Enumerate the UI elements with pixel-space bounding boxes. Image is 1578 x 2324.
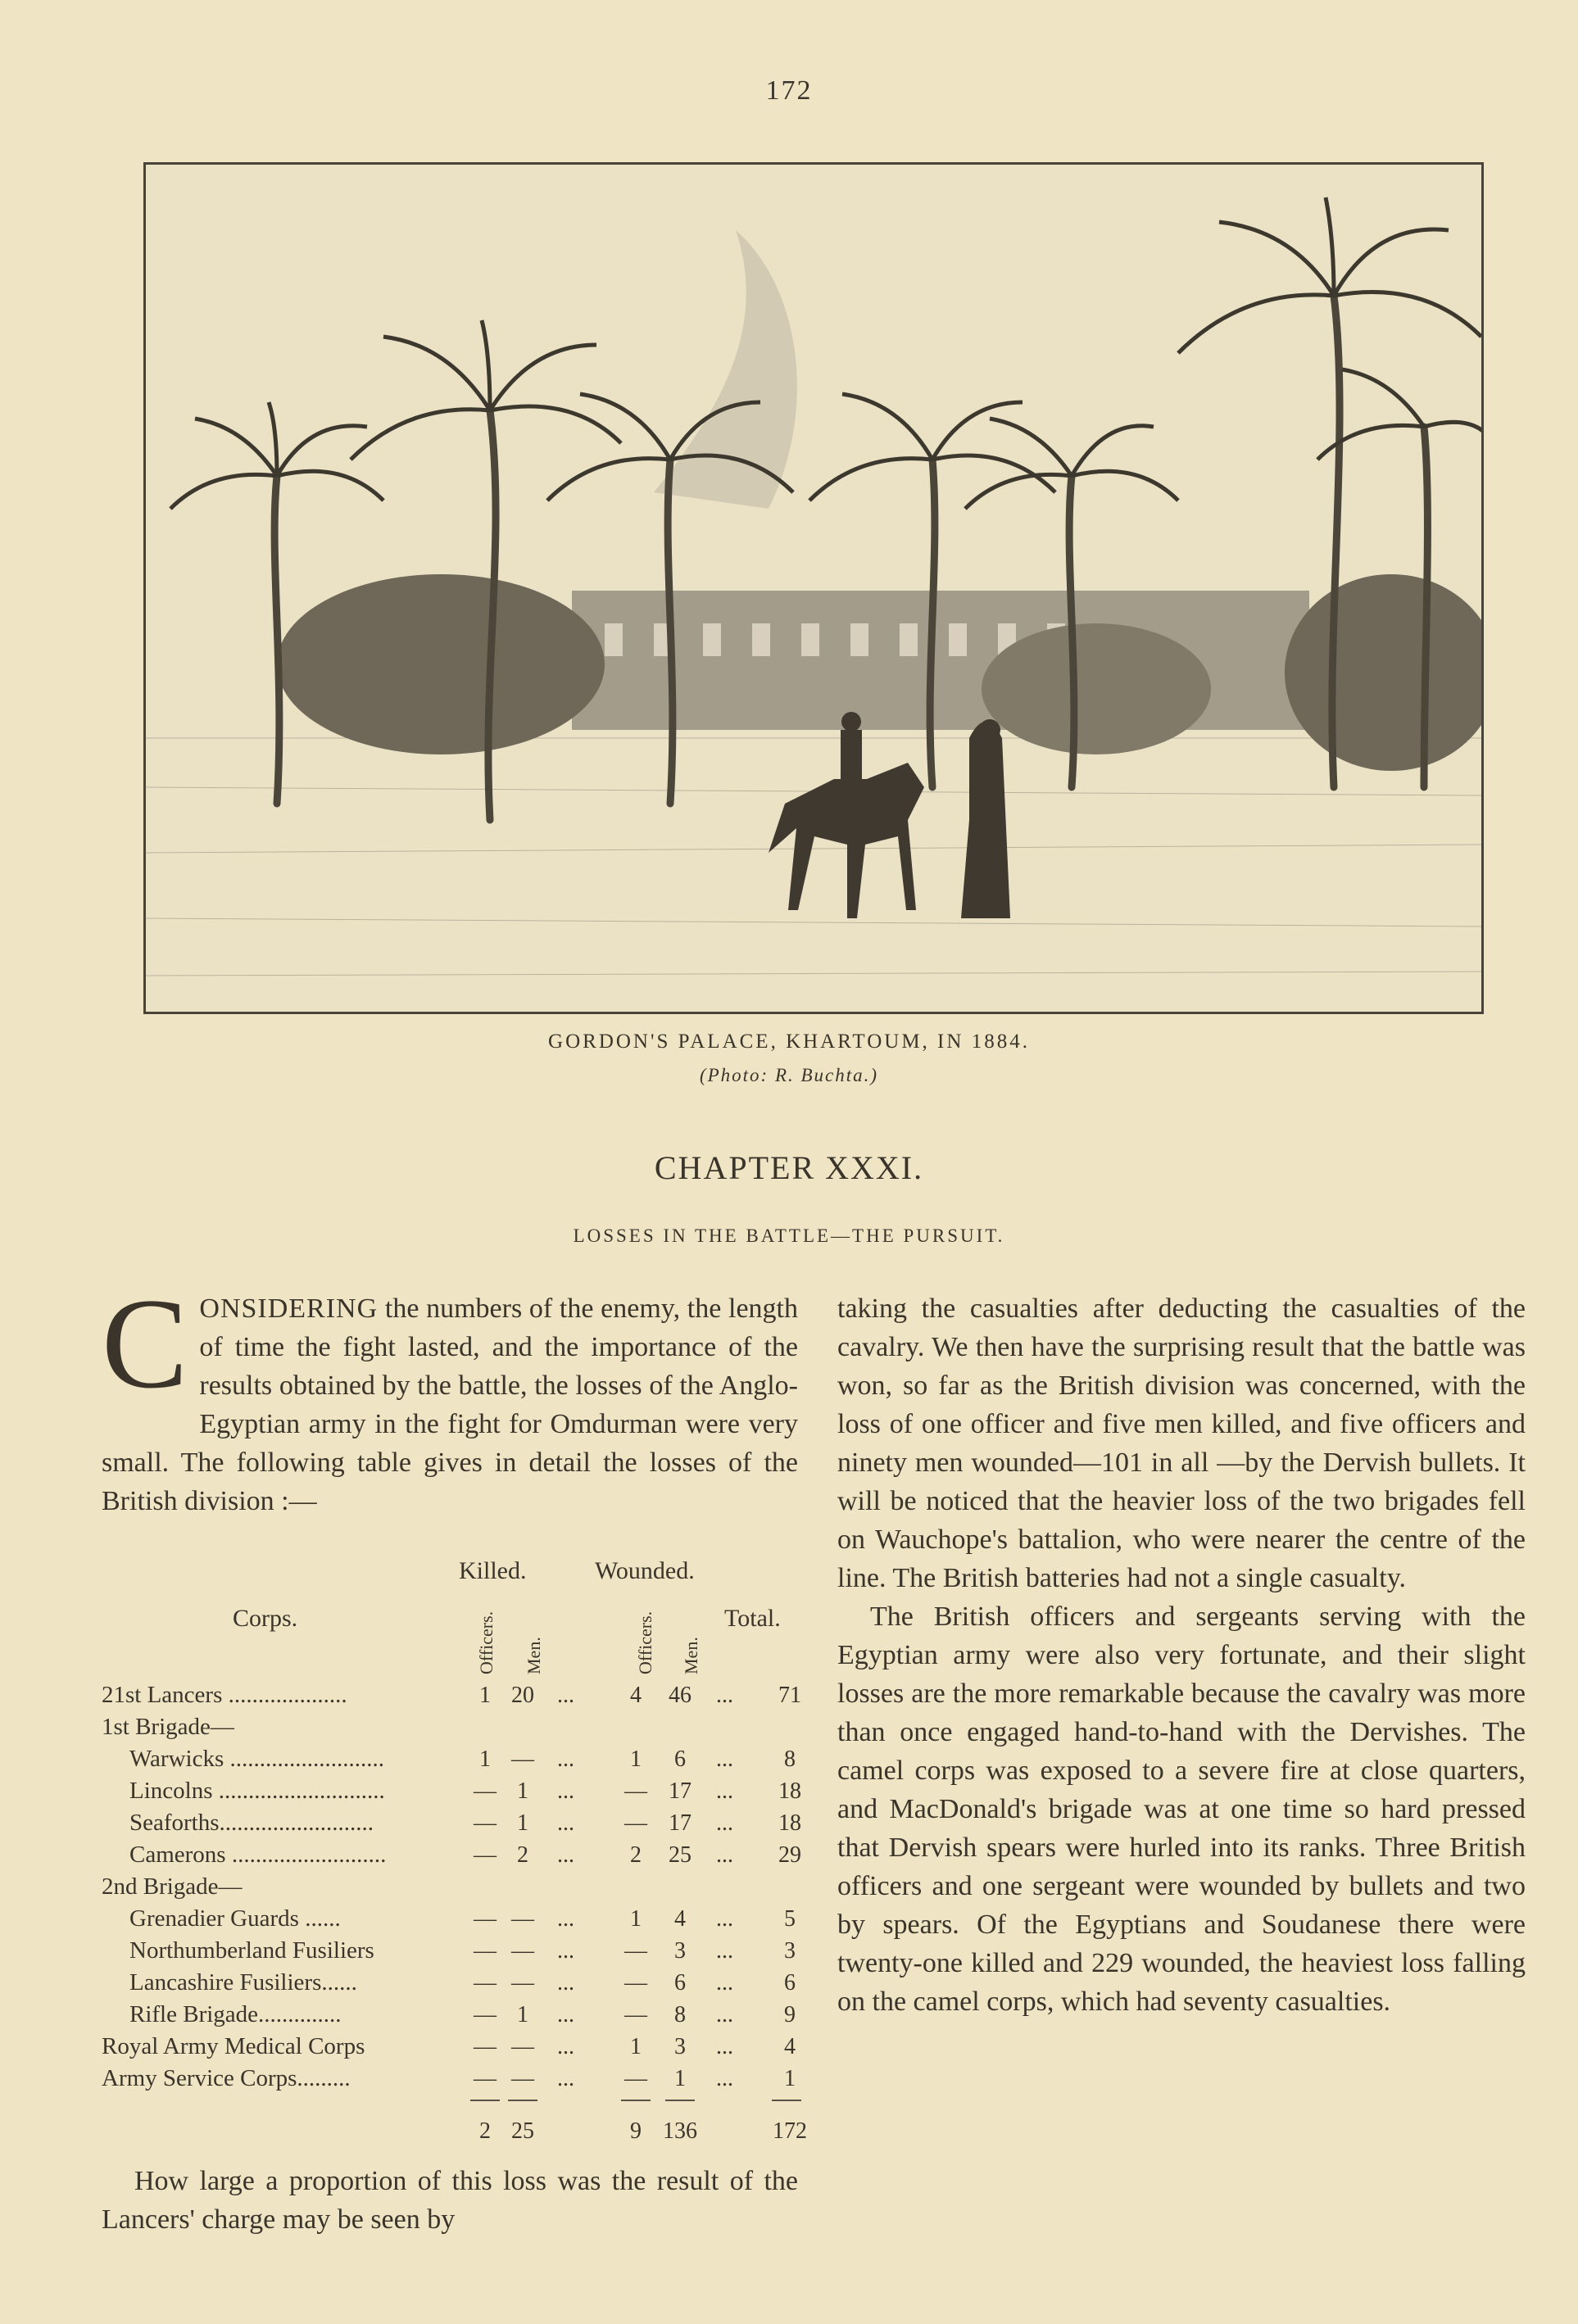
- wounded-officers: 2: [630, 1842, 642, 1868]
- killed-men: —: [511, 2066, 534, 2091]
- dot-leader: ...: [557, 1683, 574, 1708]
- header-killed: Killed.: [459, 1557, 527, 1584]
- wounded-officers: 1: [630, 2034, 642, 2059]
- header-wounded: Wounded.: [595, 1557, 695, 1584]
- engraving-image: [146, 165, 1481, 1012]
- wounded-officers: —: [624, 1970, 647, 1996]
- wounded-officers: 1: [630, 1906, 642, 1932]
- corps-name: 21st Lancers ....................: [102, 1682, 347, 1708]
- dot-leader: ...: [557, 1746, 574, 1772]
- killed-men: —: [511, 1970, 534, 1996]
- table-row: [102, 1868, 806, 1900]
- wounded-men: 17: [669, 1778, 692, 1804]
- header-killed-men: Men.: [524, 1637, 544, 1674]
- dot-leader: ...: [716, 1810, 733, 1836]
- dot-leader: ...: [716, 1842, 733, 1868]
- killed-officers: —: [474, 2002, 497, 2027]
- wounded-men: 17: [669, 1810, 692, 1836]
- dot-leader: ...: [716, 1906, 733, 1932]
- killed-officers: —: [474, 1810, 497, 1836]
- wounded-men: 46: [669, 1683, 692, 1708]
- corps-name: Lancashire Fusiliers......: [129, 1969, 357, 1996]
- table-row: [102, 2059, 806, 2091]
- row-total: 6: [784, 1970, 796, 1996]
- wounded-men: 25: [669, 1842, 692, 1868]
- table-row: [102, 1676, 806, 1708]
- killed-men: —: [511, 2034, 534, 2059]
- killed-officers: —: [474, 1778, 497, 1804]
- dot-leader: ...: [716, 1970, 733, 1996]
- killed-officers: —: [474, 2066, 497, 2091]
- left-column: [102, 1272, 807, 2239]
- corps-name: Seaforths..........................: [129, 1810, 374, 1836]
- corps-name: Royal Army Medical Corps: [102, 2033, 365, 2059]
- page-number: 172: [765, 75, 813, 106]
- corps-name: 2nd Brigade—: [102, 1873, 243, 1900]
- wounded-officers: —: [624, 1938, 647, 1964]
- table-row: [102, 1964, 806, 1996]
- row-total: 4: [784, 2034, 796, 2059]
- grand-total: 172: [773, 2118, 807, 2144]
- intro-paragraph: [102, 1272, 798, 1552]
- table-row: [102, 1900, 806, 1932]
- paragraph-continuation: taking the casualties after deducting the casualties of the cavalry. We then have the surprising result that the battle was won, so far as the British division was concerned, with the loss of one officer and five men killed, and five officers and ninety men wounded—101 in all —by the Dervish bullets. It will be noticed that the heavier loss of the two brigades fell on Wauchope's battalion, who were nearer the centre of the line. The British batteries had not a single casualty.: [837, 1293, 1526, 1593]
- wounded-officers: —: [624, 1810, 647, 1836]
- dot-leader: ...: [716, 2034, 733, 2059]
- dot-leader: ...: [557, 1906, 574, 1932]
- dot-leader: ...: [716, 2066, 733, 2091]
- table-row: [102, 2027, 806, 2059]
- killed-officers: —: [474, 1970, 497, 1996]
- wounded-men: 8: [674, 2002, 686, 2027]
- dot-leader: ...: [716, 1746, 733, 1772]
- wounded-officers: —: [624, 1778, 647, 1804]
- dot-leader: ...: [557, 1778, 574, 1804]
- wounded-men: 6: [674, 1970, 686, 1996]
- corps-name: Rifle Brigade..............: [129, 2001, 342, 2027]
- killed-officers: —: [474, 1906, 497, 1932]
- killed-men: 1: [517, 2002, 528, 2027]
- table-row: [102, 1708, 806, 1740]
- killed-men: 20: [511, 1683, 534, 1708]
- intro-lead-word: ONSIDERING: [199, 1293, 379, 1324]
- dot-leader: ...: [716, 1683, 733, 1708]
- right-column: [837, 1289, 1526, 2021]
- header-wounded-men: Men.: [681, 1637, 701, 1674]
- wounded-officers: 4: [630, 1683, 642, 1708]
- killed-men: 1: [517, 1810, 528, 1836]
- corps-name: Camerons ..........................: [129, 1842, 387, 1868]
- figure-caption: GORDON'S PALACE, KHARTOUM, IN 1884.: [548, 1031, 1030, 1053]
- dot-leader: ...: [716, 1938, 733, 1964]
- killed-officers: —: [474, 1938, 497, 1964]
- header-killed-officers: Officers.: [476, 1610, 497, 1674]
- wounded-officers: —: [624, 2002, 647, 2027]
- corps-name: Lincolns ............................: [129, 1778, 385, 1804]
- corps-name: Grenadier Guards ......: [129, 1905, 341, 1932]
- closing-paragraph-left: How large a proportion of this loss was the result of the Lancers' charge may be seen by: [102, 2166, 798, 2235]
- dot-leader: ...: [716, 2002, 733, 2027]
- totals-rule: [460, 2096, 837, 2104]
- table-row: [102, 1804, 806, 1836]
- wounded-men: 6: [674, 1746, 686, 1772]
- dot-leader: ...: [557, 1810, 574, 1836]
- killed-officers: —: [474, 1842, 497, 1868]
- row-total: 9: [784, 2002, 796, 2027]
- total-killed-officers: 2: [479, 2118, 491, 2144]
- row-total: 1: [784, 2066, 796, 2091]
- corps-name: Warwicks ..........................: [129, 1746, 384, 1772]
- losses-table: [102, 1552, 807, 2162]
- paragraph-egyptian-army: The British officers and sergeants serving with the Egyptian army were also very fortunate, and their slight losses are the more remarkable because the cavalry was more than once engaged hand-to-hand with the Dervishes. The camel corps was exposed to a severe fire at close quarters, and MacDonald's brigade was at one time so hard pressed that Dervish spears were hurled into its ranks. Three British officers and one sergeant were wounded by bullets and two by spears. Of the Egyptians and Soudanese there were twenty-one killed and 229 wounded, the heaviest loss falling on the camel corps, which had seventy casualties.: [837, 1601, 1526, 2017]
- killed-men: —: [511, 1906, 534, 1932]
- table-row: [102, 1740, 806, 1772]
- corps-name: Northumberland Fusiliers: [129, 1937, 374, 1964]
- row-total: 71: [778, 1683, 801, 1708]
- header-wounded-officers: Officers.: [635, 1610, 655, 1674]
- dot-leader: ...: [557, 1970, 574, 1996]
- dot-leader: ...: [557, 2066, 574, 2091]
- dot-leader: ...: [557, 1938, 574, 1964]
- row-total: 3: [784, 1938, 796, 1964]
- wounded-men: 4: [674, 1906, 686, 1932]
- dot-leader: ...: [557, 2034, 574, 2059]
- total-killed-men: 25: [511, 2118, 534, 2144]
- row-total: 8: [784, 1746, 796, 1772]
- intro-text: the numbers of the enemy, the length of time the fight lasted, and the importance of the results obtained by the battle, the losses of the Anglo-Egyptian army in the fight for Omdurman were very small. The following table gives in detail the losses of the British division :—: [102, 1293, 798, 1516]
- wounded-men: 3: [674, 2034, 686, 2059]
- table-row: [102, 1836, 806, 1868]
- gordons-palace-illustration: [143, 162, 1484, 1014]
- header-corps: Corps.: [233, 1605, 298, 1632]
- killed-men: —: [511, 1746, 534, 1772]
- corps-name: Army Service Corps.........: [102, 2065, 351, 2091]
- dot-leader: ...: [557, 2002, 574, 2027]
- totals-row: [102, 2112, 806, 2144]
- chapter-title: CHAPTER XXXI.: [654, 1149, 924, 1186]
- header-total: Total.: [724, 1605, 781, 1632]
- figure-credit: (Photo: R. Buchta.): [699, 1065, 879, 1085]
- killed-men: —: [511, 1938, 534, 1964]
- wounded-officers: 1: [630, 1746, 642, 1772]
- chapter-subtitle: LOSSES IN THE BATTLE—THE PURSUIT.: [573, 1225, 1005, 1246]
- killed-men: 1: [517, 1778, 528, 1804]
- wounded-officers: —: [624, 2066, 647, 2091]
- killed-officers: —: [474, 2034, 497, 2059]
- row-total: 18: [778, 1810, 801, 1836]
- drop-cap: C: [102, 1272, 188, 1416]
- killed-officers: 1: [479, 1746, 491, 1772]
- total-wounded-men: 136: [663, 2118, 697, 2144]
- row-total: 18: [778, 1778, 801, 1804]
- row-total: 5: [784, 1906, 796, 1932]
- table-row: [102, 1932, 806, 1964]
- wounded-men: 3: [674, 1938, 686, 1964]
- wounded-men: 1: [674, 2066, 686, 2091]
- killed-officers: 1: [479, 1683, 491, 1708]
- table-row: [102, 1996, 806, 2027]
- table-row: [102, 1772, 806, 1804]
- corps-name: 1st Brigade—: [102, 1714, 234, 1740]
- row-total: 29: [778, 1842, 801, 1868]
- killed-men: 2: [517, 1842, 528, 1868]
- dot-leader: ...: [557, 1842, 574, 1868]
- dot-leader: ...: [716, 1778, 733, 1804]
- total-wounded-officers: 9: [630, 2118, 642, 2144]
